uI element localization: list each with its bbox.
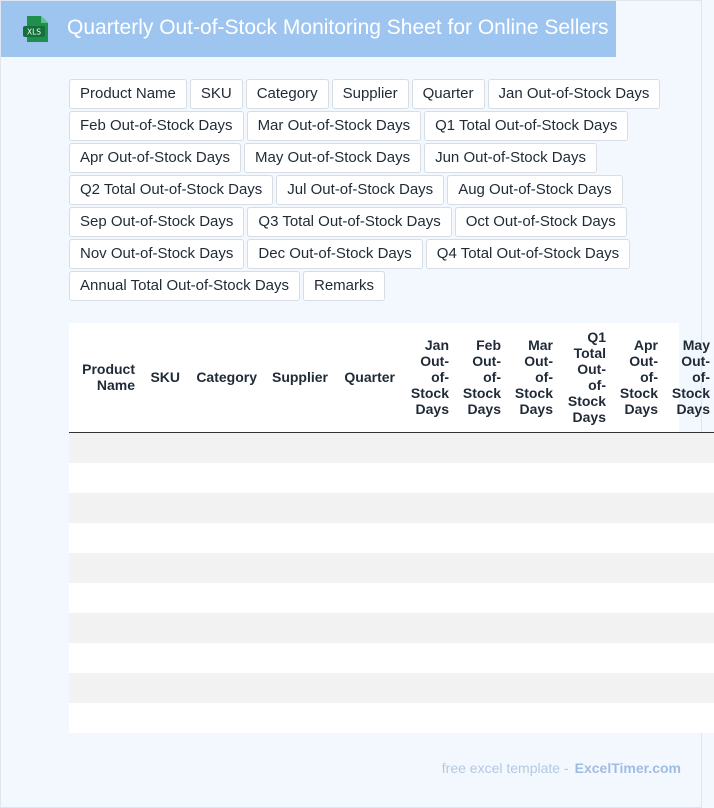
table-cell[interactable] (662, 583, 714, 613)
table-cell[interactable] (399, 673, 453, 703)
table-cell[interactable] (453, 432, 505, 463)
table-cell[interactable] (399, 432, 453, 463)
table-cell[interactable] (69, 643, 139, 673)
table-cell[interactable] (453, 583, 505, 613)
column-chip[interactable]: Annual Total Out-of-Stock Days (69, 271, 300, 301)
table-row (69, 583, 714, 613)
column-chip[interactable]: Category (246, 79, 329, 109)
table-cell[interactable] (139, 523, 184, 553)
table-row (69, 643, 714, 673)
table-cell[interactable] (184, 643, 261, 673)
table-cell[interactable] (261, 583, 332, 613)
table-cell[interactable] (505, 553, 557, 583)
table-cell[interactable] (557, 583, 610, 613)
table-cell[interactable] (662, 553, 714, 583)
table-cell[interactable] (610, 553, 662, 583)
table-cell[interactable] (610, 673, 662, 703)
table-cell[interactable] (453, 613, 505, 643)
table-cell[interactable] (662, 673, 714, 703)
table-cell[interactable] (557, 493, 610, 523)
table-cell[interactable] (610, 613, 662, 643)
table-cell[interactable] (139, 583, 184, 613)
column-chip[interactable]: Jun Out-of-Stock Days (424, 143, 597, 173)
column-header[interactable]: May Out-of-Stock Days (662, 323, 714, 432)
column-chip[interactable]: Jan Out-of-Stock Days (488, 79, 661, 109)
table-cell[interactable] (139, 643, 184, 673)
table-cell[interactable] (184, 523, 261, 553)
column-header[interactable]: Quarter (332, 323, 399, 432)
table-cell[interactable] (69, 463, 139, 493)
table-cell[interactable] (505, 583, 557, 613)
table-cell[interactable] (69, 523, 139, 553)
table-cell[interactable] (662, 493, 714, 523)
table-row (69, 463, 714, 493)
table-cell[interactable] (69, 432, 139, 463)
column-header[interactable]: Mar Out-of-Stock Days (505, 323, 557, 432)
footer (442, 760, 681, 776)
table-cell[interactable] (261, 493, 332, 523)
table-cell[interactable] (399, 523, 453, 553)
table-cell[interactable] (610, 432, 662, 463)
xls-icon-text: XLS (26, 27, 42, 37)
table-cell[interactable] (261, 613, 332, 643)
table-cell[interactable] (139, 703, 184, 733)
column-chip[interactable]: Mar Out-of-Stock Days (247, 111, 422, 141)
table-cell[interactable] (399, 703, 453, 733)
chip-row (69, 175, 669, 205)
table-cell[interactable] (557, 613, 610, 643)
chip-row (69, 143, 669, 173)
column-chip[interactable]: Jul Out-of-Stock Days (276, 175, 444, 205)
table-cell[interactable] (453, 673, 505, 703)
table-cell[interactable] (69, 703, 139, 733)
table-cell[interactable] (453, 553, 505, 583)
chip-row (69, 239, 669, 269)
table-cell[interactable] (399, 463, 453, 493)
table-cell[interactable] (610, 643, 662, 673)
table-cell[interactable] (139, 432, 184, 463)
table-cell[interactable] (332, 463, 399, 493)
column-chip[interactable]: SKU (190, 79, 243, 109)
table-cell[interactable] (261, 553, 332, 583)
column-chip-list (69, 79, 669, 303)
table-cell[interactable] (139, 463, 184, 493)
column-chip[interactable]: Quarter (412, 79, 485, 109)
table-cell[interactable] (505, 673, 557, 703)
column-chip[interactable]: Q2 Total Out-of-Stock Days (69, 175, 273, 205)
table-cell[interactable] (610, 523, 662, 553)
column-chip[interactable]: Oct Out-of-Stock Days (455, 207, 627, 237)
table-cell[interactable] (261, 703, 332, 733)
table-cell[interactable] (139, 493, 184, 523)
table-cell[interactable] (332, 523, 399, 553)
table-cell[interactable] (557, 673, 610, 703)
table-cell[interactable] (332, 493, 399, 523)
table-cell[interactable] (610, 703, 662, 733)
table-cell[interactable] (261, 643, 332, 673)
column-chip[interactable]: May Out-of-Stock Days (244, 143, 421, 173)
table-cell[interactable] (184, 583, 261, 613)
table-cell[interactable] (557, 523, 610, 553)
table-cell[interactable] (557, 703, 610, 733)
table-cell[interactable] (332, 432, 399, 463)
table-cell[interactable] (505, 493, 557, 523)
column-chip[interactable]: Q1 Total Out-of-Stock Days (424, 111, 628, 141)
table-cell[interactable] (332, 583, 399, 613)
column-chip[interactable]: Aug Out-of-Stock Days (447, 175, 622, 205)
table-cell[interactable] (662, 432, 714, 463)
table-cell[interactable] (184, 432, 261, 463)
column-header[interactable]: Apr Out-of-Stock Days (610, 323, 662, 432)
table-cell[interactable] (261, 463, 332, 493)
table-cell[interactable] (184, 463, 261, 493)
table-cell[interactable] (662, 643, 714, 673)
table-cell[interactable] (399, 493, 453, 523)
column-header[interactable]: Q1 Total Out-of-Stock Days (557, 323, 610, 432)
table-cell[interactable] (184, 613, 261, 643)
table-cell[interactable] (505, 523, 557, 553)
table-cell[interactable] (610, 463, 662, 493)
table-cell[interactable] (557, 463, 610, 493)
table-cell[interactable] (332, 673, 399, 703)
excel-file-icon (21, 14, 51, 44)
column-header[interactable]: Supplier (261, 323, 332, 432)
table-cell[interactable] (610, 493, 662, 523)
table-cell[interactable] (69, 583, 139, 613)
table-cell[interactable] (69, 613, 139, 643)
column-chip[interactable]: Feb Out-of-Stock Days (69, 111, 244, 141)
column-header[interactable]: Category (184, 323, 261, 432)
table-cell[interactable] (399, 553, 453, 583)
table-cell[interactable] (557, 553, 610, 583)
table-cell[interactable] (139, 553, 184, 583)
column-header[interactable]: Jan Out-of-Stock Days (399, 323, 453, 432)
column-header[interactable]: Feb Out-of-Stock Days (453, 323, 505, 432)
table-cell[interactable] (261, 432, 332, 463)
column-chip[interactable]: Remarks (303, 271, 385, 301)
data-table (69, 323, 710, 733)
table-cell[interactable] (139, 613, 184, 643)
table-cell[interactable] (184, 553, 261, 583)
table-cell[interactable] (557, 643, 610, 673)
column-chip[interactable]: Sep Out-of-Stock Days (69, 207, 244, 237)
table-cell[interactable] (69, 673, 139, 703)
table-cell[interactable] (332, 613, 399, 643)
chip-row (69, 271, 669, 301)
footer-text: free excel template - (441, 760, 569, 776)
table-cell[interactable] (662, 703, 714, 733)
column-chip[interactable]: Q3 Total Out-of-Stock Days (247, 207, 451, 237)
table-cell[interactable] (453, 463, 505, 493)
table-cell[interactable] (261, 673, 332, 703)
column-chip[interactable]: Q4 Total Out-of-Stock Days (426, 239, 630, 269)
table-row (69, 432, 714, 463)
table-header-row (69, 323, 714, 432)
chip-row (69, 79, 669, 109)
table-row (69, 703, 714, 733)
column-chip[interactable]: Supplier (332, 79, 409, 109)
chip-row (69, 111, 669, 141)
column-chip[interactable]: Nov Out-of-Stock Days (69, 239, 244, 269)
page-header (1, 1, 616, 57)
page-title: Quarterly Out-of-Stock Monitoring Sheet for Online Sellers (67, 16, 609, 39)
column-header[interactable]: SKU (139, 323, 184, 432)
table-cell[interactable] (399, 643, 453, 673)
table-row (69, 523, 714, 553)
table-cell[interactable] (557, 432, 610, 463)
table-cell[interactable] (332, 553, 399, 583)
column-header[interactable]: Product Name (69, 323, 139, 432)
column-chip[interactable]: Dec Out-of-Stock Days (247, 239, 422, 269)
table-cell[interactable] (69, 493, 139, 523)
table-cell[interactable] (184, 703, 261, 733)
table-cell[interactable] (610, 583, 662, 613)
table-row (69, 553, 714, 583)
column-chip[interactable]: Apr Out-of-Stock Days (69, 143, 241, 173)
table-cell[interactable] (453, 703, 505, 733)
table-cell[interactable] (399, 613, 453, 643)
chip-row (69, 207, 669, 237)
table-cell[interactable] (662, 463, 714, 493)
table-row (69, 493, 714, 523)
table-cell[interactable] (69, 553, 139, 583)
table-cell[interactable] (505, 432, 557, 463)
table-cell[interactable] (662, 523, 714, 553)
table-cell[interactable] (505, 703, 557, 733)
footer-brand-link[interactable]: ExcelTimer.com (574, 760, 681, 776)
table-cell[interactable] (332, 703, 399, 733)
table-row (69, 613, 714, 643)
table-cell[interactable] (505, 643, 557, 673)
table-cell[interactable] (453, 523, 505, 553)
table-cell[interactable] (184, 673, 261, 703)
table-cell[interactable] (184, 493, 261, 523)
table-cell[interactable] (662, 613, 714, 643)
table-row (69, 673, 714, 703)
column-chip[interactable]: Product Name (69, 79, 187, 109)
table-cell[interactable] (453, 643, 505, 673)
table-cell[interactable] (261, 523, 332, 553)
table-cell[interactable] (399, 583, 453, 613)
table-cell[interactable] (139, 673, 184, 703)
table-cell[interactable] (332, 643, 399, 673)
table-cell[interactable] (505, 613, 557, 643)
table-cell[interactable] (453, 493, 505, 523)
table-cell[interactable] (505, 463, 557, 493)
